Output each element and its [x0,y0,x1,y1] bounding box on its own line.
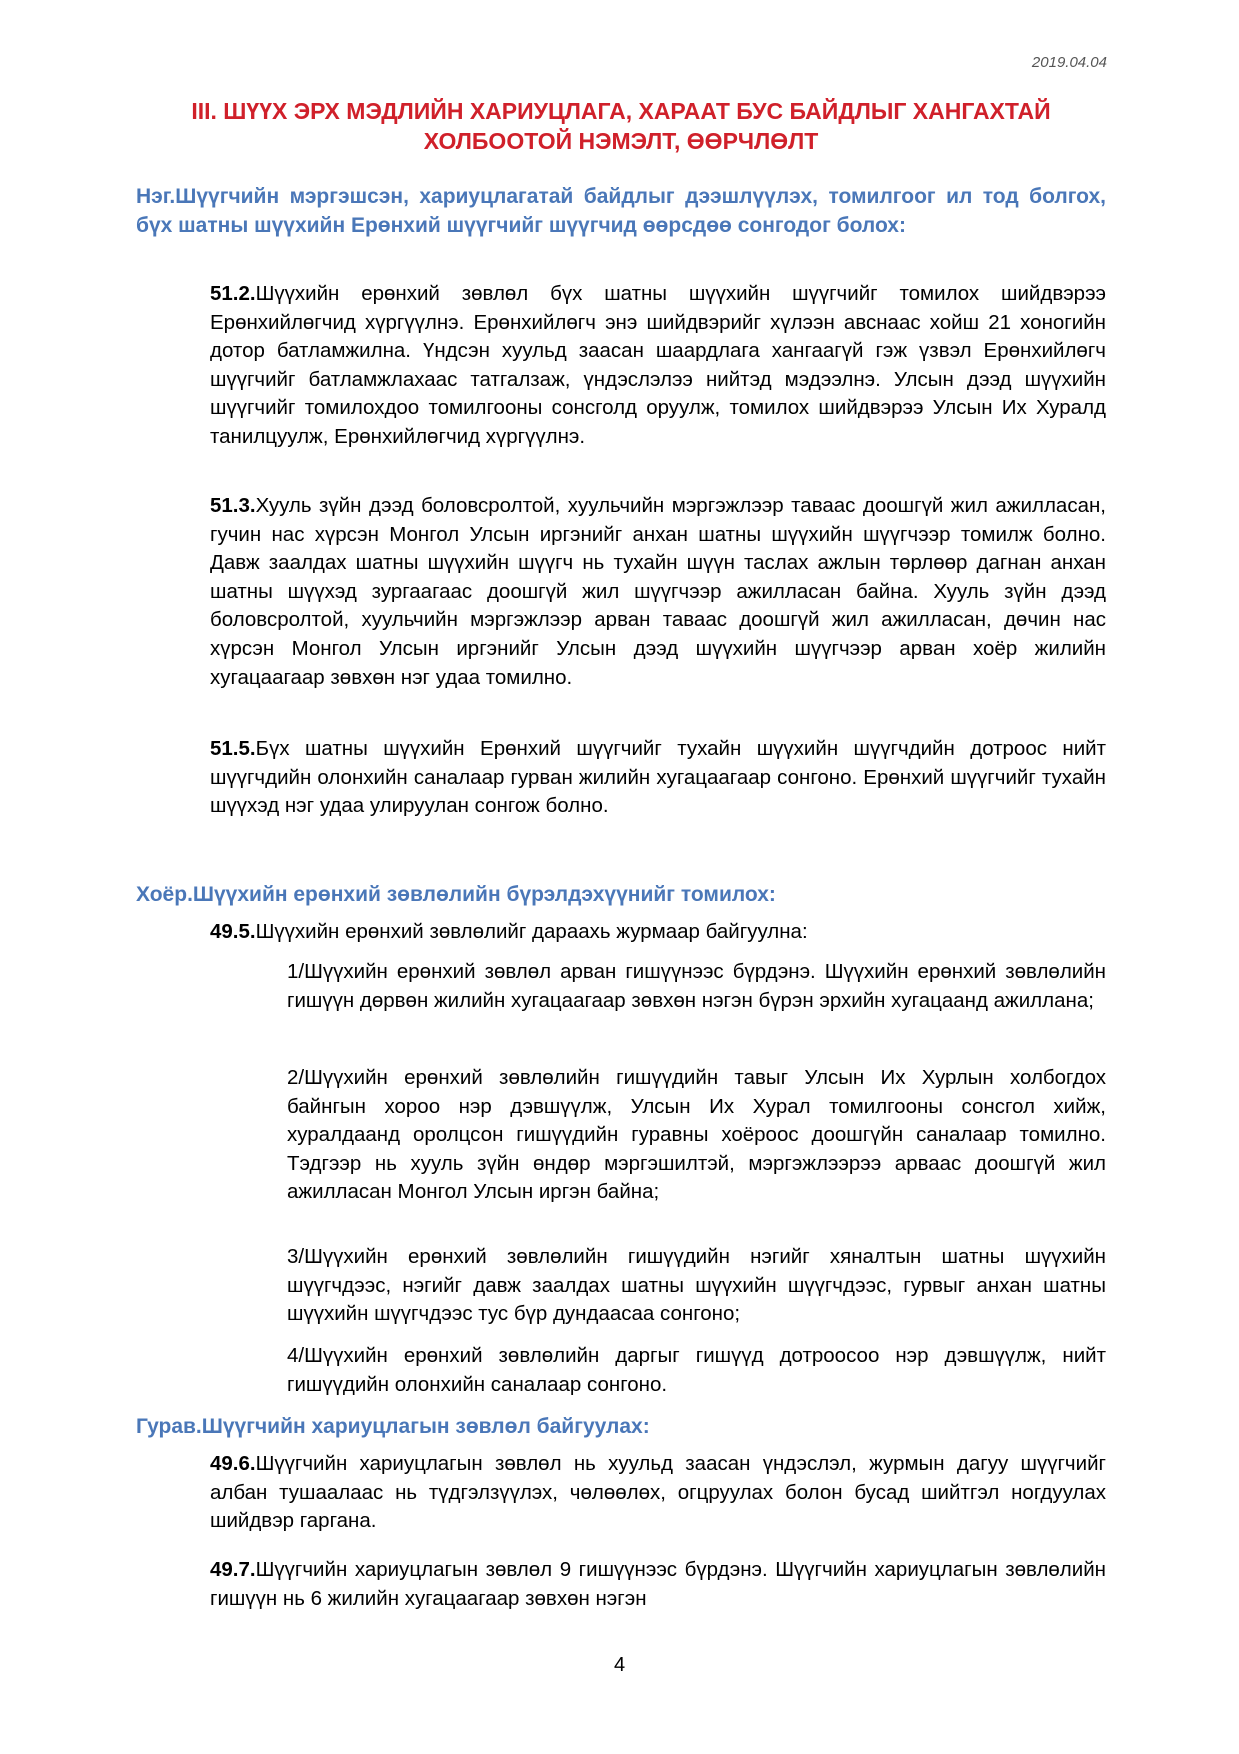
section-heading-1: Нэг.Шүүгчийн мэргэшсэн, хариуцлагатай байдлыг дээшлүүлэх, томилгоог ил тод болгох, бүх шатны шүүхийн Ерөнхий шүүгчийг шүүгчид өөрсдөө сонгодог болох: [136,185,1106,237]
paragraph-text: Бүх шатны шүүхийн Ерөнхий шүүгчийг тухайн шүүхийн шүүгчдийн дотроос нийт шүүгчдийн олонхийн саналаар гурван жилийн хугацаагаар сонгоно. Ерөнхий шүүгчийг тухайн шүүхэд нэг удаа улируулан сонгож болно. [210,737,1106,818]
paragraph-51-5 [210,735,1106,821]
list-item-2: 2/Шүүхийн ерөнхий зөвлөлийн гишүүдийн тавыг Улсын Их Хурлын холбогдох байнгын хороо нэр дэвшүүлж, Улсын Их Хурал томилгооны сонсгол хийж, хуралдаанд оролцсон гишүүдийн гуравны хоёроос доошгүйн саналаар томилно. Тэдгээр нь хууль зүйн өндөр мэргэшилтэй, мэргэжлээрээ арваас доошгүй жил ажилласан Монгол Улсын иргэн байна; [287,1066,1106,1204]
section-heading-3: Гурав.Шүүгчийн хариуцлагын зөвлөл байгуулах: [136,1415,650,1438]
main-title [136,96,1106,156]
paragraph-text: Шүүхийн ерөнхий зөвлөлийг дараахь журмаар байгуулна: [255,920,808,943]
paragraph-text: Шүүгчийн хариуцлагын зөвлөл нь хуульд заасан үндэслэл, журмын дагуу шүүгчийг албан тушаалаас нь түдгэлзүүлэх, чөлөөлөх, огцруулах болон бусад шийтгэл ногдуулах шийдвэр гаргана. [210,1452,1106,1533]
list-item-1: 1/Шүүхийн ерөнхий зөвлөл арван гишүүнээс бүрдэнэ. Шүүхийн ерөнхий зөвлөлийн гишүүн дөрвөн жилийн хугацаагаар зөвхөн нэгэн бүрэн эрхийн хугацаанд ажиллана; [287,960,1106,1012]
paragraph-text: Шүүгчийн хариуцлагын зөвлөл 9 гишүүнээс бүрдэнэ. Шүүгчийн хариуцлагын зөвлөлийн гишүүн нь 6 жилийн хугацаагаар зөвхөн нэгэн [210,1558,1106,1610]
paragraph-51-2 [210,280,1106,452]
paragraph-number: 51.3. [210,494,256,517]
paragraph-number: 51.5. [210,737,256,760]
section-heading-2: Хоёр.Шүүхийн ерөнхий зөвлөлийн бүрэлдэхүүнийг томилох: [136,883,776,906]
paragraph-number: 49.6. [210,1452,256,1475]
paragraph-49-7 [210,1556,1106,1613]
paragraph-51-3 [210,492,1106,692]
paragraph-49-6 [210,1450,1106,1536]
paragraph-number: 49.5. [210,920,256,943]
main-title-line-2: ХОЛБООТОЙ НЭМЭЛТ, ӨӨРЧЛӨЛТ [423,128,819,154]
list-item-3: 3/Шүүхийн ерөнхий зөвлөлийн гишүүдийн нэгийг хяналтын шатны шүүхийн шүүгчдээс, нэгийг давж заалдах шатны шүүхийн шүүгчдээс, гурвыг анхан шатны шүүхийн шүүгчдээс тус бүр дундаасаа сонгоно; [287,1245,1106,1326]
paragraph-text: Шүүхийн ерөнхий зөвлөл бүх шатны шүүхийн шүүгчийг томилох шийдвэрээ Ерөнхийлөгчид хүргүүлнэ. Ерөнхийлөгч энэ шийдвэрийг хүлээн авснаас хойш 21 хоногийн дотор батламжилна. Үндсэн хуульд заасан шаардлага хангаагүй гэж үзвэл Ерөнхийлөгч шүүгчийг батламжлахаас татгалзаж, үндэслэлээ нийтэд мэдээлнэ. Улсын дээд шүүхийн шүүгчийг томилохдоо томилгооны сонсголд оруулж, томилох шийдвэрээ Улсын Их Хуралд танилцуулж, Ерөнхийлөгчид хүргүүлнэ. [210,282,1106,448]
paragraph-number: 49.7. [210,1558,256,1581]
page-number: 4 [613,1654,626,1676]
paragraph-number: 51.2. [210,282,256,305]
list-item-4: 4/Шүүхийн ерөнхий зөвлөлийн даргыг гишүүд дотроосоо нэр дэвшүүлж, нийт гишүүдийн олонхийн саналаар сонгоно. [287,1344,1106,1396]
paragraph-text: Хууль зүйн дээд боловсролтой, хуульчийн мэргэжлээр таваас доошгүй жил ажилласан, гучин нас хүрсэн Монгол Улсын иргэнийг анхан шатны шүүхийн шүүгчээр томилж болно. Давж заалдах шатны шүүхийн шүүгч нь тухайн шүүн таслах ажлын төрлөөр дагнан анхан шатны шүүхэд зургаагаас доошгүй жил шүүгчээр ажилласан байна. Хууль зүйн дээд боловсролтой, хуульчийн мэргэжлээр арван таваас доошгүй жил ажилласан, дөчин нас хүрсэн Монгол Улсын иргэнийг Улсын дээд шүүхийн шүүгчээр арван хоёр жилийн хугацаагаар зөвхөн нэг удаа томилно. [210,494,1106,689]
main-title-line-1: III. ШҮҮХ ЭРХ МЭДЛИЙН ХАРИУЦЛАГА, ХАРААТ БУС БАЙДЛЫГ ХАНГАХТАЙ [191,98,1051,124]
document-date: 2019.04.04 [1031,54,1107,71]
paragraph-49-5 [210,918,1106,947]
